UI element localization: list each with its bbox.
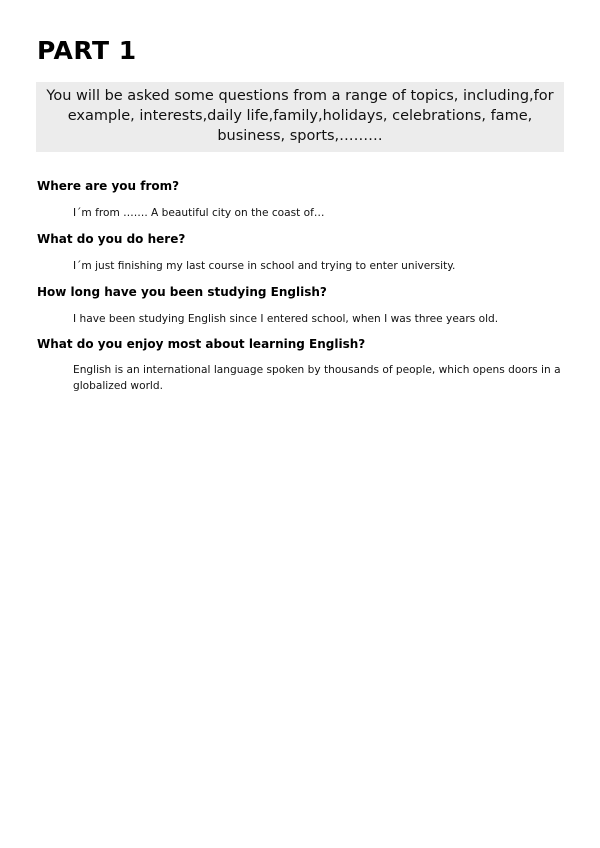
intro-text: You will be asked some questions from a range of topics, including,for example, interests,daily life,family,holidays, celebrations, fame, business, sports,……… bbox=[46, 88, 554, 144]
answer-text: English is an international language spoken by thousands of people, which opens doors in a globalized world. bbox=[73, 364, 561, 392]
intro-box bbox=[36, 82, 564, 152]
answer-text: I´m just finishing my last course in school and trying to enter university. bbox=[73, 260, 456, 272]
answer-text: I´m from ……. A beautiful city on the coast of… bbox=[73, 207, 325, 219]
answer-text: I have been studying English since I entered school, when I was three years old. bbox=[73, 313, 499, 325]
page-title: PART 1 bbox=[37, 36, 137, 65]
qa-item bbox=[37, 231, 564, 274]
question-text: Where are you from? bbox=[37, 179, 180, 193]
qa-item bbox=[37, 284, 564, 327]
question-text: What do you enjoy most about learning English? bbox=[37, 337, 366, 351]
question-text: What do you do here? bbox=[37, 232, 186, 246]
qa-item bbox=[37, 178, 564, 221]
qa-item bbox=[37, 336, 564, 394]
question-text: How long have you been studying English? bbox=[37, 285, 327, 299]
